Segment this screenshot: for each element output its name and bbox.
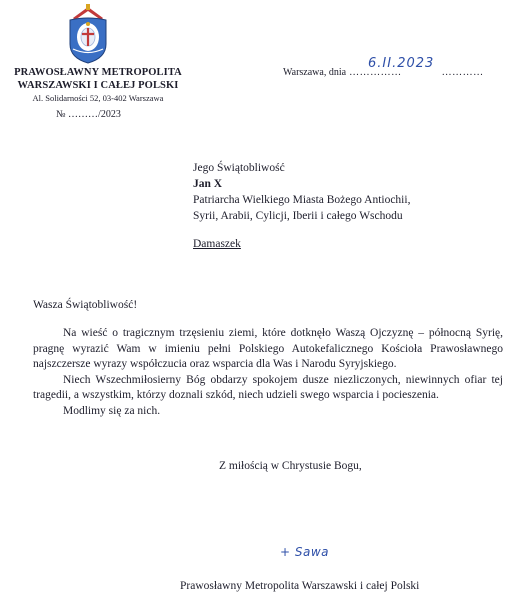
closing-line: Z miłością w Chrystusie Bogu, bbox=[219, 460, 362, 472]
recipient-title-line2: Syrii, Arabii, Cylicji, Iberii i całego Wschodu bbox=[193, 210, 403, 222]
date-leading-dots: …………… bbox=[346, 67, 402, 78]
issuer-title-line2: WARSZAWSKI I CAŁEJ POLSKI bbox=[17, 80, 179, 91]
recipient-name: Jan X bbox=[193, 178, 223, 190]
recipient-title-line1: Patriarcha Wielkiego Miasta Bożego Antiochii, bbox=[193, 194, 411, 206]
body-paragraph: Na wieść o tragicznym trzęsieniu ziemi, które dotknęło Waszą Ojczyznę – północną Syrię, pragnę wyrazić Wam w imieniu pełni Polskiego Autokefalicznego Kościoła Prawosławnego najszczersze wyrazy współczucia oraz wsparcia dla Was i Narodu Syryjskiego. bbox=[33, 327, 503, 370]
reference-year: /2023 bbox=[98, 109, 121, 120]
issuer-block bbox=[8, 66, 188, 104]
date-trailing-dots: ………… bbox=[441, 67, 484, 78]
date-place: Warszawa, dnia bbox=[283, 67, 347, 78]
signatory-title: Prawosławny Metropolita Warszawski i całej Polski bbox=[180, 580, 420, 592]
church-crest-icon bbox=[63, 4, 113, 64]
issuer-title-line1: PRAWOSŁAWNY METROPOLITA bbox=[14, 67, 182, 78]
salutation: Wasza Świątobliwość! bbox=[33, 299, 138, 311]
handwritten-date: 6.II.2023 bbox=[368, 56, 435, 71]
issuer-address: Al. Solidarności 52, 03-402 Warszawa bbox=[32, 93, 164, 103]
recipient-block bbox=[193, 160, 493, 252]
recipient-city: Damaszek bbox=[193, 238, 241, 250]
reference-number bbox=[56, 109, 121, 120]
letter-body bbox=[33, 326, 503, 419]
body-paragraph: Modlimy się za nich. bbox=[63, 404, 161, 417]
body-paragraph: Niech Wszechmiłosierny Bóg obdarzy spokojem dusze niezliczonych, niewinnych ofiar tej tragedii, a wszystkim, którzy doznali szkód, niech udzieli swego wsparcia i pocieszenia. bbox=[33, 373, 503, 401]
handwritten-signature: + Sawa bbox=[280, 545, 330, 559]
recipient-honorific: Jego Świątobliwość bbox=[193, 162, 285, 174]
reference-prefix: № ……… bbox=[56, 109, 99, 120]
